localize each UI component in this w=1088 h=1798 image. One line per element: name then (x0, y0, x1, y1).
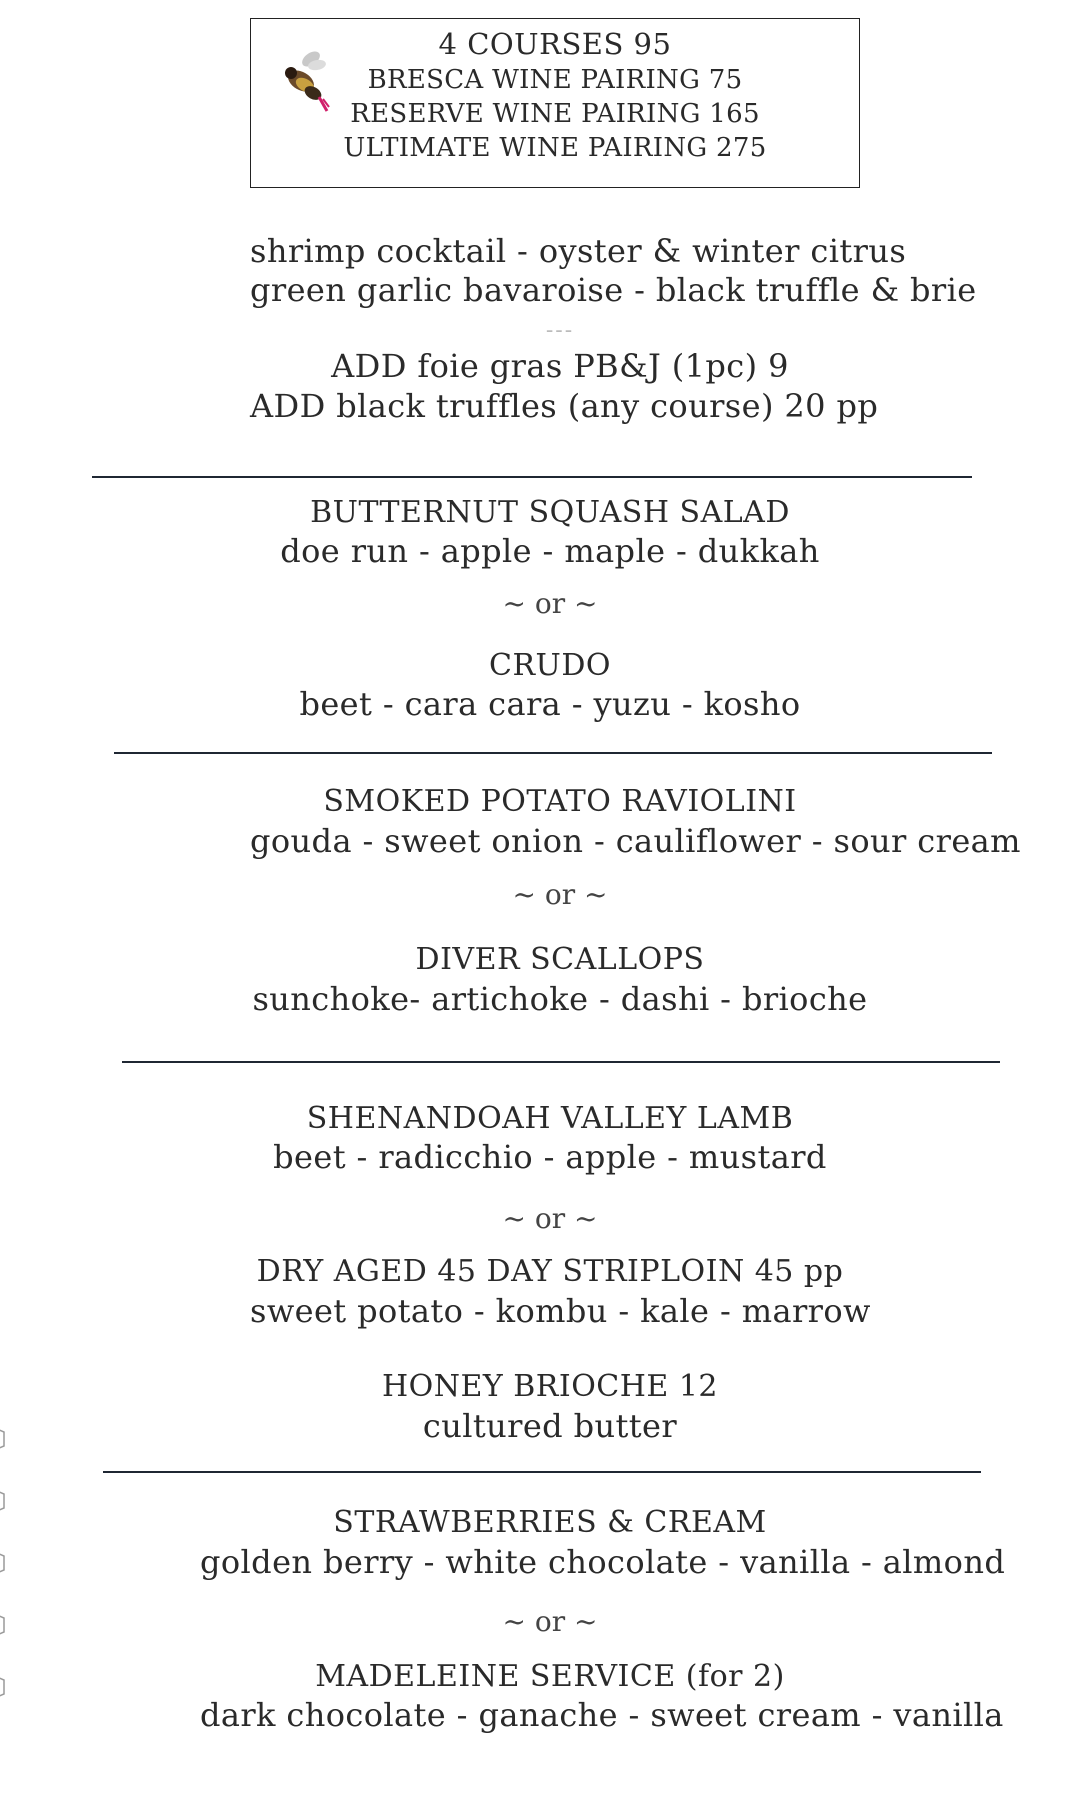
course3-option-b-title: DRY AGED 45 DAY STRIPLOIN 45 pp (256, 1254, 844, 1289)
course1-option-a-desc: doe run - apple - maple - dukkah (280, 532, 820, 570)
course2-option-b-desc: sunchoke- artichoke - dashi - brioche (252, 980, 868, 1018)
section-rule-2 (114, 752, 992, 754)
course3-option-b-desc: sweet potato - kombu - kale - marrow (250, 1292, 871, 1330)
course4-option-b-title: MADELEINE SERVICE (for 2) (315, 1659, 785, 1694)
course4-option-a-desc: golden berry - white chocolate - vanilla - almond (200, 1543, 1006, 1581)
course3-or: ~ or ~ (502, 1202, 598, 1235)
pricing-box (250, 18, 860, 188)
opener-line-1: shrimp cocktail - oyster & winter citrus (250, 232, 907, 270)
add-on-foie-gras: ADD foie gras PB&J (1pc) 9 (331, 347, 789, 385)
course2-option-b-title: DIVER SCALLOPS (415, 942, 705, 977)
hexagon-decoration-icon (0, 1548, 12, 1578)
opener-divider: --- (545, 318, 575, 343)
course3-option-a-desc: beet - radicchio - apple - mustard (273, 1138, 827, 1176)
hexagon-decoration-icon (0, 1486, 12, 1516)
course1-or: ~ or ~ (502, 587, 598, 620)
section-rule-1 (92, 476, 972, 478)
course4-or: ~ or ~ (502, 1605, 598, 1638)
pairing-ultimate: ULTIMATE WINE PAIRING 275 (343, 133, 767, 163)
hexagon-decoration-icon (0, 1610, 12, 1640)
add-on-truffles: ADD black truffles (any course) 20 pp (250, 387, 879, 425)
section-rule-3 (122, 1061, 1000, 1063)
section-rule-4 (103, 1471, 981, 1473)
hexagon-decoration-icon (0, 1672, 12, 1702)
pairing-reserve: RESERVE WINE PAIRING 165 (350, 99, 760, 129)
course1-option-b-desc: beet - cara cara - yuzu - kosho (299, 685, 801, 723)
course3-option-a-title: SHENANDOAH VALLEY LAMB (306, 1101, 794, 1136)
course4-option-a-title: STRAWBERRIES & CREAM (333, 1505, 767, 1540)
course1-option-a-title: BUTTERNUT SQUASH SALAD (310, 495, 790, 530)
course3-option-c-desc: cultured butter (422, 1407, 678, 1445)
course4-option-b-desc: dark chocolate - ganache - sweet cream - vanilla (200, 1696, 1004, 1734)
opener-line-2: green garlic bavaroise - black truffle & brie (250, 271, 977, 309)
course3-option-c-title: HONEY BRIOCHE 12 (381, 1369, 719, 1404)
course2-option-a-title: SMOKED POTATO RAVIOLINI (323, 784, 797, 819)
course1-option-b-title: CRUDO (489, 648, 611, 683)
courses-price: 4 COURSES 95 (438, 27, 672, 61)
course2-option-a-desc: gouda - sweet onion - cauliflower - sour cream (250, 822, 1021, 860)
pairing-bresca: BRESCA WINE PAIRING 75 (367, 65, 743, 95)
course2-or: ~ or ~ (512, 878, 608, 911)
hexagon-decoration-icon (0, 1424, 12, 1454)
